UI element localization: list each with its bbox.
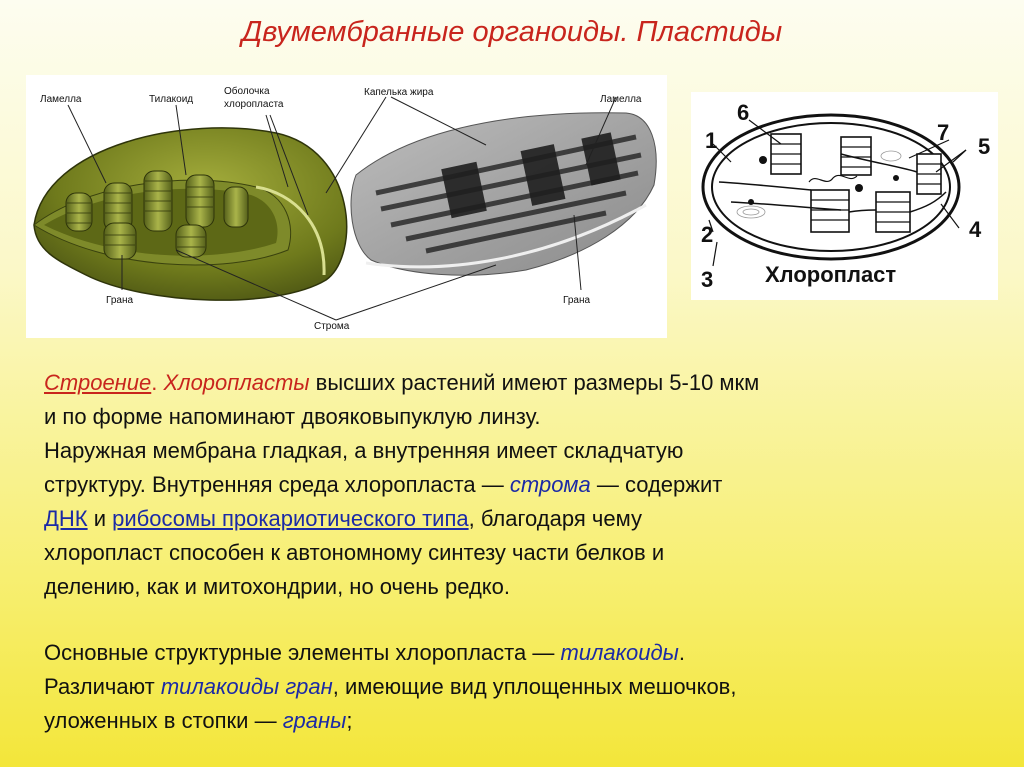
text-p3-line3b: ; <box>346 708 353 733</box>
number-7: 7 <box>937 120 950 145</box>
text-p3-line3a: уложенных в стопки — <box>44 708 283 733</box>
term-chloroplasts: Хлоропласты <box>163 370 310 395</box>
label-fat-drop: Капелька жира <box>364 87 434 98</box>
term-grana-thylakoids: тилакоиды гран <box>160 674 333 699</box>
label-envelope-1: Оболочка <box>224 86 270 97</box>
text-and: и <box>87 506 113 531</box>
chloroplast-schematic <box>691 92 998 300</box>
paragraph-structure <box>44 366 994 604</box>
term-stroma: строма <box>509 472 591 497</box>
chloroplast-schematic-figure <box>691 92 998 300</box>
number-6: 6 <box>737 100 750 125</box>
text-p2-line2a: структуру. Внутренняя среда хлоропласта — <box>44 472 510 497</box>
text-p3-line1a: Основные структурные элементы хлоропласта — <box>44 640 561 665</box>
term-thylakoids: тилакоиды <box>560 640 679 665</box>
number-5: 5 <box>978 134 991 159</box>
text-p1-rest: высших растений имеют размеры 5-10 мкм <box>309 370 760 395</box>
text-p2-line4: хлоропласт способен к автономному синтезу части белков и <box>44 540 665 565</box>
paragraph-gap <box>44 604 994 636</box>
slide-title: Двумембранные органоиды. Пластиды <box>241 16 783 48</box>
text-p3-line1b: . <box>678 640 685 665</box>
text-dot: . <box>151 370 164 395</box>
chloroplast-3d-illustration <box>26 75 667 338</box>
body-text <box>44 366 994 738</box>
number-3: 3 <box>701 267 714 292</box>
term-grana: граны <box>282 708 347 733</box>
number-4: 4 <box>969 217 982 242</box>
text-p3-line2a: Различают <box>44 674 161 699</box>
label-thylakoid: Тилакоид <box>149 94 194 105</box>
label-lamella-left: Ламелла <box>40 94 82 105</box>
label-envelope-2: хлоропласта <box>224 99 284 110</box>
chloroplast-3d-figure <box>26 75 667 338</box>
label-grana-right: Грана <box>563 295 591 306</box>
schematic-caption: Хлоропласт <box>765 262 897 287</box>
number-1: 1 <box>705 128 718 153</box>
number-2: 2 <box>701 222 714 247</box>
link-ribosomes[interactable]: рибосомы прокариотического типа <box>112 506 469 531</box>
term-structure: Строение <box>44 370 152 395</box>
text-p2-line1: Наружная мембрана гладкая, а внутренняя имеет складчатую <box>44 438 684 463</box>
text-p1-line2: и по форме напоминают двояковыпуклую линзу. <box>44 404 541 429</box>
text-p3-line2b: , имеющие вид уплощенных мешочков, <box>332 674 737 699</box>
electron-micrograph <box>351 113 656 275</box>
text-p2-line3b: , благодаря чему <box>468 506 642 531</box>
label-grana-left: Грана <box>106 295 134 306</box>
link-dna[interactable]: ДНК <box>44 506 88 531</box>
label-lamella-right: Ламелла <box>600 94 642 105</box>
label-stroma: Строма <box>314 321 350 332</box>
text-p2-line2b: — содержит <box>590 472 723 497</box>
text-p2-line5: делению, как и митохондрии, но очень редко. <box>44 574 511 599</box>
paragraph-thylakoids <box>44 636 994 738</box>
